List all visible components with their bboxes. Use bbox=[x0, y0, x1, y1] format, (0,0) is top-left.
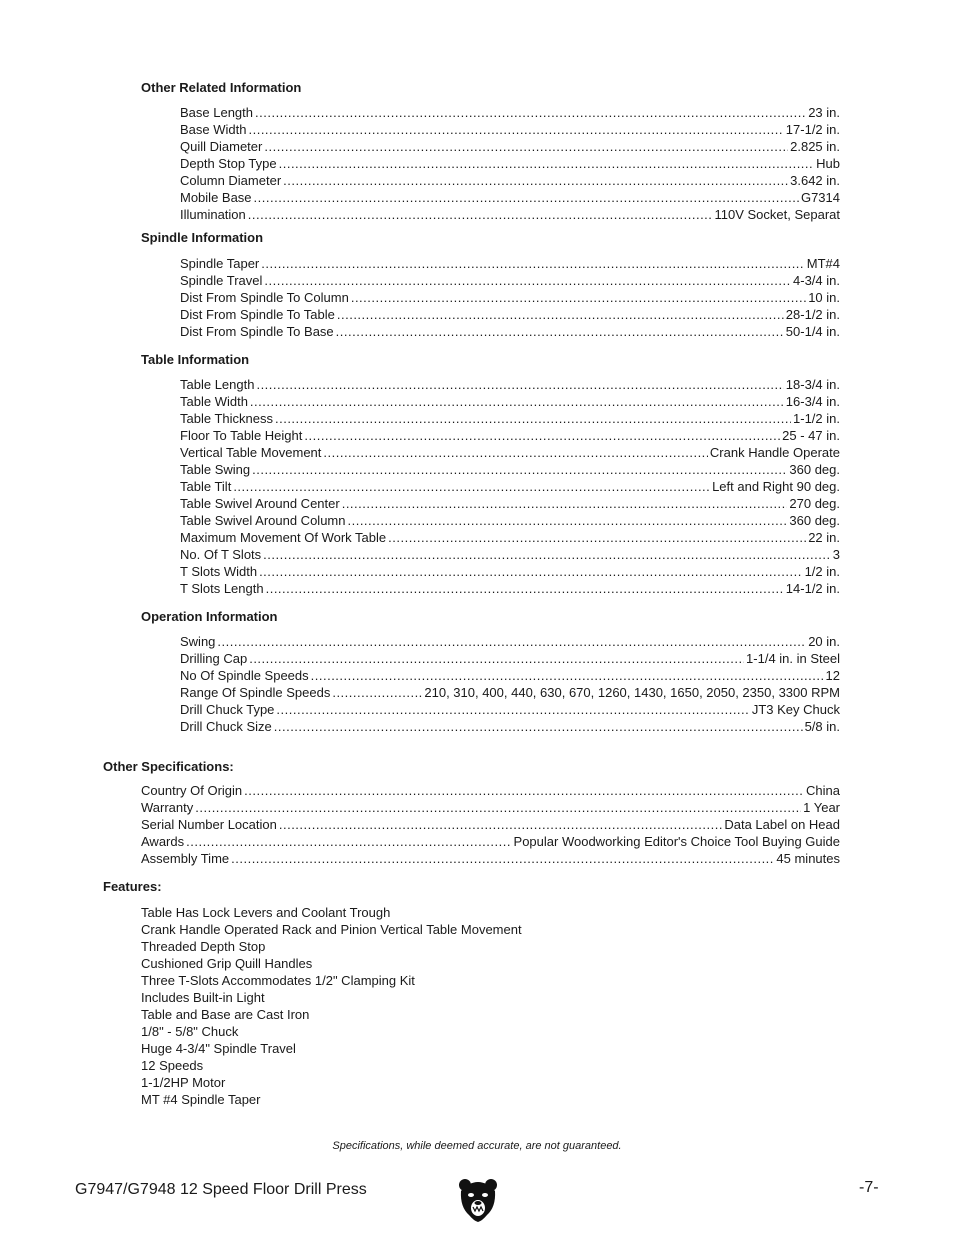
spec-value: 5/8 in. bbox=[804, 719, 840, 734]
spec-value: 1/2 in. bbox=[804, 564, 840, 579]
feature-item: 12 Speeds bbox=[141, 1058, 204, 1073]
section-title-spindle: Spindle Information bbox=[141, 230, 264, 245]
spec-label: Dist From Spindle To Base bbox=[180, 324, 334, 339]
dot-leader bbox=[264, 138, 788, 155]
section-title-table: Table Information bbox=[141, 352, 250, 367]
spec-row bbox=[180, 272, 840, 289]
spec-value: G7314 bbox=[800, 190, 840, 205]
page-number: -7- bbox=[859, 1179, 879, 1196]
dot-leader bbox=[186, 833, 511, 850]
spec-row bbox=[180, 206, 840, 223]
spec-row bbox=[180, 255, 840, 272]
spec-value: 22 in. bbox=[808, 530, 840, 545]
spec-row bbox=[180, 410, 840, 427]
spec-row bbox=[180, 172, 840, 189]
spec-row bbox=[141, 833, 840, 850]
spec-value: JT3 Key Chuck bbox=[751, 702, 840, 717]
dot-leader bbox=[279, 155, 815, 172]
dot-leader bbox=[347, 512, 787, 529]
dot-leader bbox=[263, 546, 831, 563]
spec-label: Range Of Spindle Speeds bbox=[180, 685, 331, 700]
section-title-features: Features: bbox=[103, 879, 162, 894]
footer-title: G7947/G7948 12 Speed Floor Drill Press bbox=[75, 1181, 367, 1198]
spec-label: T Slots Length bbox=[180, 581, 264, 596]
spec-value: 3.642 in. bbox=[790, 173, 840, 188]
dot-leader bbox=[342, 495, 788, 512]
dot-leader bbox=[231, 850, 774, 867]
spec-value: MT#4 bbox=[806, 256, 840, 271]
spec-row bbox=[180, 546, 840, 563]
spec-label: Serial Number Location bbox=[141, 817, 277, 832]
spec-label: Table Width bbox=[180, 394, 248, 409]
dot-leader bbox=[275, 410, 791, 427]
spec-label: No Of Spindle Speeds bbox=[180, 668, 309, 683]
spec-list-spindle bbox=[180, 255, 840, 340]
spec-value: 23 in. bbox=[808, 105, 840, 120]
dot-leader bbox=[217, 633, 806, 650]
spec-label: Awards bbox=[141, 834, 185, 849]
spec-label: Table Thickness bbox=[180, 411, 273, 426]
dot-leader bbox=[252, 461, 787, 478]
spec-label: Column Diameter bbox=[180, 173, 282, 188]
spec-row bbox=[180, 684, 840, 701]
feature-item: Table and Base are Cast Iron bbox=[141, 1007, 310, 1022]
spec-value: 210, 310, 400, 440, 630, 670, 1260, 1430, 1650, 2050, 2350, 3300 RPM bbox=[424, 685, 840, 700]
spec-value: 45 minutes bbox=[776, 851, 840, 866]
spec-label: Drilling Cap bbox=[180, 651, 248, 666]
spec-row bbox=[180, 512, 840, 529]
dot-leader bbox=[244, 782, 804, 799]
spec-label: Table Swing bbox=[180, 462, 251, 477]
spec-value: 360 deg. bbox=[789, 513, 840, 528]
dot-leader bbox=[249, 650, 744, 667]
dot-leader bbox=[248, 121, 783, 138]
spec-row bbox=[180, 121, 840, 138]
spec-label: Drill Chuck Type bbox=[180, 702, 275, 717]
spec-row bbox=[180, 138, 840, 155]
section-title-operation: Operation Information bbox=[141, 609, 278, 624]
spec-row bbox=[180, 155, 840, 172]
spec-value: China bbox=[806, 783, 840, 798]
spec-row bbox=[141, 816, 840, 833]
spec-row bbox=[180, 427, 840, 444]
spec-label: Dist From Spindle To Table bbox=[180, 307, 335, 322]
feature-item: Cushioned Grip Quill Handles bbox=[141, 956, 313, 971]
spec-value: Data Label on Head bbox=[724, 817, 840, 832]
spec-label: Maximum Movement Of Work Table bbox=[180, 530, 387, 545]
spec-label: Base Length bbox=[180, 105, 254, 120]
spec-value: 1-1/2 in. bbox=[793, 411, 840, 426]
spec-value: 2.825 in. bbox=[790, 139, 840, 154]
dot-leader bbox=[351, 289, 806, 306]
disclaimer-footnote: Specifications, while deemed accurate, are not guaranteed. bbox=[332, 1140, 622, 1152]
spec-value: 14-1/2 in. bbox=[785, 581, 840, 596]
feature-item: Includes Built-in Light bbox=[141, 990, 265, 1005]
spec-value: 360 deg. bbox=[789, 462, 840, 477]
spec-value: Hub bbox=[816, 156, 840, 171]
spec-value: 25 - 47 in. bbox=[782, 428, 840, 443]
spec-label: Base Width bbox=[180, 122, 247, 137]
dot-leader bbox=[337, 306, 784, 323]
section-title-other-related: Other Related Information bbox=[141, 80, 302, 95]
spec-value: 20 in. bbox=[808, 634, 840, 649]
spec-list-other-related bbox=[180, 104, 840, 223]
dot-leader bbox=[250, 393, 784, 410]
spec-label: Table Tilt bbox=[180, 479, 232, 494]
dot-leader bbox=[261, 255, 805, 272]
feature-item: Three T-Slots Accommodates 1/2" Clamping Kit bbox=[141, 973, 415, 988]
spec-row bbox=[180, 650, 840, 667]
feature-item: Crank Handle Operated Rack and Pinion Vertical Table Movement bbox=[141, 922, 522, 937]
dot-leader bbox=[279, 816, 722, 833]
dot-leader bbox=[336, 323, 784, 340]
spec-label: Vertical Table Movement bbox=[180, 445, 322, 460]
feature-item: MT #4 Spindle Taper bbox=[141, 1092, 261, 1107]
dot-leader bbox=[255, 104, 806, 121]
spec-value: 1-1/4 in. in Steel bbox=[746, 651, 840, 666]
spec-label: Drill Chuck Size bbox=[180, 719, 272, 734]
spec-label: Illumination bbox=[180, 207, 246, 222]
feature-item: Huge 4-3/4" Spindle Travel bbox=[141, 1041, 296, 1056]
spec-label: Depth Stop Type bbox=[180, 156, 277, 171]
spec-row bbox=[180, 289, 840, 306]
spec-label: Spindle Travel bbox=[180, 273, 263, 288]
spec-value: 270 deg. bbox=[789, 496, 840, 511]
spec-value: 18-3/4 in. bbox=[785, 377, 840, 392]
spec-row bbox=[180, 393, 840, 410]
spec-value: 4-3/4 in. bbox=[793, 273, 840, 288]
dot-leader bbox=[323, 444, 708, 461]
spec-label: Warranty bbox=[141, 800, 194, 815]
spec-value: 16-3/4 in. bbox=[785, 394, 840, 409]
spec-row bbox=[180, 376, 840, 393]
dot-leader bbox=[259, 563, 803, 580]
spec-value: 12 bbox=[825, 668, 840, 683]
dot-leader bbox=[283, 172, 788, 189]
spec-value: Left and Right 90 deg. bbox=[712, 479, 840, 494]
section-title-other-specs: Other Specifications: bbox=[103, 759, 234, 774]
dot-leader bbox=[304, 427, 780, 444]
spec-row bbox=[180, 323, 840, 340]
spec-label: Mobile Base bbox=[180, 190, 252, 205]
spec-row bbox=[141, 782, 840, 799]
spec-label: Dist From Spindle To Column bbox=[180, 290, 349, 305]
dot-leader bbox=[233, 478, 710, 495]
spec-label: Table Swivel Around Column bbox=[180, 513, 346, 528]
dot-leader bbox=[256, 376, 783, 393]
spec-row bbox=[141, 799, 840, 816]
feature-item: Table Has Lock Levers and Coolant Trough bbox=[141, 905, 391, 920]
spec-label: No. Of T Slots bbox=[180, 547, 262, 562]
spec-value: 17-1/2 in. bbox=[785, 122, 840, 137]
spec-row bbox=[180, 633, 840, 650]
spec-list-other-specs bbox=[141, 782, 840, 867]
spec-value: Popular Woodworking Editor's Choice Tool Buying Guide bbox=[513, 834, 840, 849]
bear-head-logo-icon bbox=[457, 1177, 499, 1223]
spec-label: Swing bbox=[180, 634, 216, 649]
feature-item: Threaded Depth Stop bbox=[141, 939, 266, 954]
spec-row bbox=[180, 529, 840, 546]
spec-label: Spindle Taper bbox=[180, 256, 260, 271]
spec-value: 3 bbox=[832, 547, 840, 562]
dot-leader bbox=[311, 667, 824, 684]
dot-leader bbox=[388, 529, 806, 546]
dot-leader bbox=[276, 701, 749, 718]
spec-label: Table Length bbox=[180, 377, 255, 392]
spec-label: T Slots Width bbox=[180, 564, 258, 579]
feature-item: 1/8" - 5/8" Chuck bbox=[141, 1024, 239, 1039]
spec-row bbox=[180, 444, 840, 461]
spec-row bbox=[141, 850, 840, 867]
features-list bbox=[141, 904, 522, 1108]
dot-leader bbox=[266, 580, 784, 597]
feature-item: 1-1/2HP Motor bbox=[141, 1075, 226, 1090]
spec-label: Assembly Time bbox=[141, 851, 230, 866]
spec-row bbox=[180, 701, 840, 718]
dot-leader bbox=[332, 684, 422, 701]
spec-label: Table Swivel Around Center bbox=[180, 496, 340, 511]
spec-value: 10 in. bbox=[808, 290, 840, 305]
dot-leader bbox=[195, 799, 801, 816]
spec-row bbox=[180, 495, 840, 512]
spec-row bbox=[180, 189, 840, 206]
spec-value: 28-1/2 in. bbox=[785, 307, 840, 322]
spec-row bbox=[180, 563, 840, 580]
spec-list-table bbox=[180, 376, 840, 597]
spec-label: Floor To Table Height bbox=[180, 428, 303, 443]
spec-row bbox=[180, 478, 840, 495]
dot-leader bbox=[274, 718, 803, 735]
dot-leader bbox=[248, 206, 713, 223]
spec-row bbox=[180, 667, 840, 684]
dot-leader bbox=[254, 189, 799, 206]
spec-row bbox=[180, 718, 840, 735]
spec-value: 110V Socket, Separat bbox=[714, 207, 840, 222]
spec-value: 50-1/4 in. bbox=[785, 324, 840, 339]
spec-label: Country Of Origin bbox=[141, 783, 243, 798]
spec-label: Quill Diameter bbox=[180, 139, 263, 154]
spec-value: 1 Year bbox=[803, 800, 840, 815]
spec-row bbox=[180, 580, 840, 597]
spec-value: Crank Handle Operate bbox=[709, 445, 840, 460]
spec-row bbox=[180, 461, 840, 478]
spec-list-operation bbox=[180, 633, 840, 735]
spec-row bbox=[180, 104, 840, 121]
dot-leader bbox=[264, 272, 791, 289]
spec-row bbox=[180, 306, 840, 323]
